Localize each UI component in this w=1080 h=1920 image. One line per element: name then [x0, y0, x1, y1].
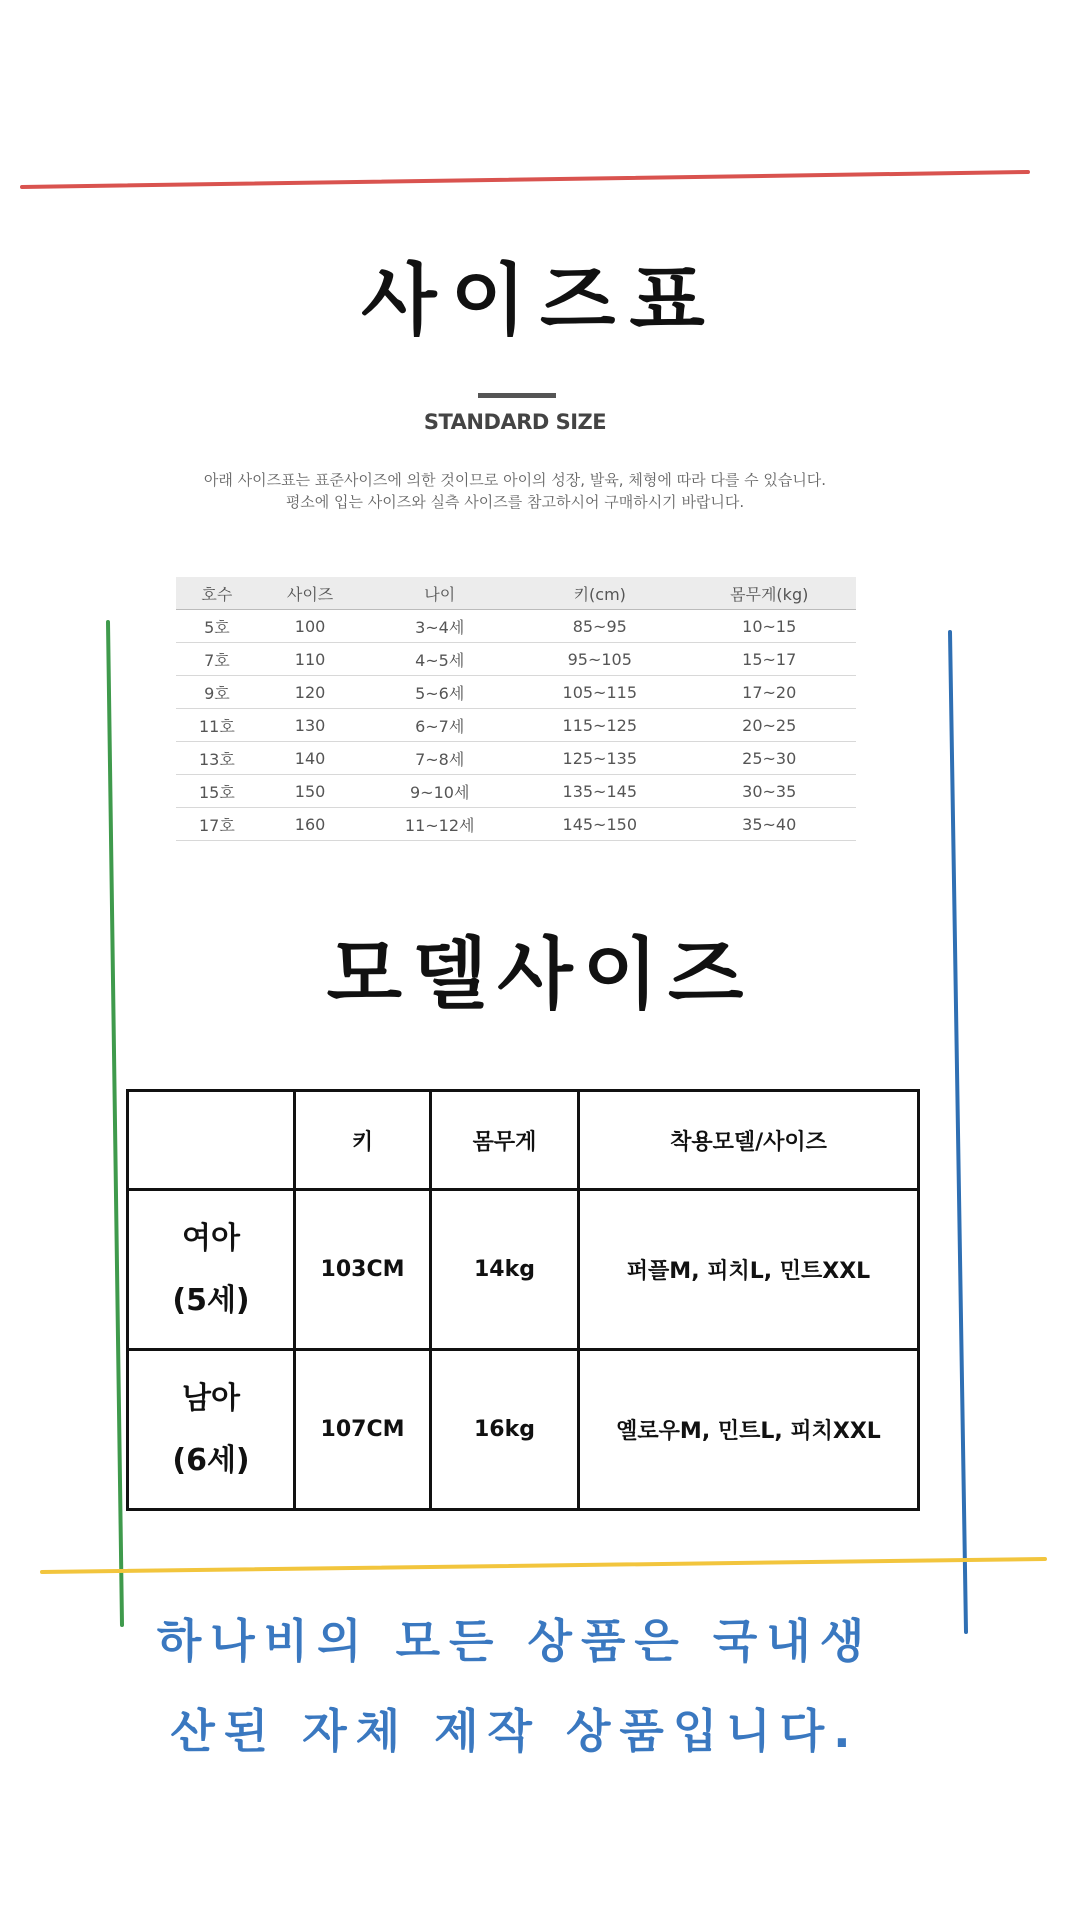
model-height: 107CM: [295, 1350, 431, 1510]
table-cell: 7~8세: [362, 742, 517, 775]
standard-size-header-row: [176, 577, 856, 610]
table-cell: 130: [258, 709, 363, 742]
model-label-cell: [128, 1190, 295, 1350]
table-cell: 11~12세: [362, 808, 517, 841]
table-cell: 6~7세: [362, 709, 517, 742]
table-cell: 150: [258, 775, 363, 808]
table-row: [128, 1350, 919, 1510]
table-cell: 115~125: [517, 709, 682, 742]
table-cell: 140: [258, 742, 363, 775]
table-row: [176, 610, 856, 643]
header-cell: 키(cm): [517, 577, 682, 610]
size-description-line2: 평소에 입는 사이즈와 실측 사이즈를 참고하시어 구매하시기 바랍니다.: [285, 493, 745, 511]
red-line: [22, 172, 1028, 187]
table-cell: 25~30: [682, 742, 856, 775]
table-cell: 9호: [176, 676, 258, 709]
table-cell: 145~150: [517, 808, 682, 841]
table-cell: 30~35: [682, 775, 856, 808]
blue-line: [950, 632, 966, 1632]
footer-line1: 하나비의 모든 상품은 국내생: [156, 1614, 874, 1668]
table-cell: 5~6세: [362, 676, 517, 709]
table-cell: 100: [258, 610, 363, 643]
table-cell: 110: [258, 643, 363, 676]
standard-size-label: STANDARD SIZE: [423, 410, 607, 434]
table-cell: 15호: [176, 775, 258, 808]
footer-line2: 산된 자체 제작 상품입니다.: [170, 1704, 860, 1758]
header-cell-model-size: 착용모델/사이즈: [579, 1091, 919, 1190]
header-cell-weight: 몸무게: [431, 1091, 579, 1190]
table-cell: 17호: [176, 808, 258, 841]
model-size-table: [126, 1089, 920, 1511]
model-weight: 16kg: [431, 1350, 579, 1510]
standard-size-table: [176, 577, 856, 841]
table-cell: 17~20: [682, 676, 856, 709]
table-cell: 20~25: [682, 709, 856, 742]
table-cell: 95~105: [517, 643, 682, 676]
table-row: [176, 808, 856, 841]
table-cell: 35~40: [682, 808, 856, 841]
table-row: [128, 1190, 919, 1350]
table-cell: 3~4세: [362, 610, 517, 643]
table-cell: 4~5세: [362, 643, 517, 676]
table-cell: 13호: [176, 742, 258, 775]
size-description-line1: 아래 사이즈표는 표준사이즈에 의한 것이므로 아이의 성장, 발육, 체형에 따라 다를 수 있습니다.: [203, 471, 827, 489]
table-row: [176, 709, 856, 742]
header-cell: 몸무게(kg): [682, 577, 856, 610]
table-row: [176, 643, 856, 676]
table-cell: 15~17: [682, 643, 856, 676]
model-age: (5세): [172, 1282, 250, 1318]
header-cell: 사이즈: [258, 577, 363, 610]
table-cell: 125~135: [517, 742, 682, 775]
model-size-title: 모델사이즈: [326, 930, 754, 1020]
model-weight: 14kg: [431, 1190, 579, 1350]
table-row: [176, 676, 856, 709]
model-header-row: [128, 1091, 919, 1190]
table-cell: 5호: [176, 610, 258, 643]
table-cell: 10~15: [682, 610, 856, 643]
model-sizes: 퍼플M, 피치L, 민트XXL: [579, 1190, 919, 1350]
model-name: 남아: [182, 1380, 240, 1416]
header-cell-empty: [128, 1091, 295, 1190]
table-cell: 7호: [176, 643, 258, 676]
green-line: [108, 622, 122, 1625]
model-name: 여아: [182, 1220, 240, 1256]
yellow-line: [42, 1559, 1045, 1572]
table-cell: 85~95: [517, 610, 682, 643]
table-row: [176, 742, 856, 775]
header-cell-height: 키: [295, 1091, 431, 1190]
page-title: 사이즈표: [361, 256, 719, 346]
table-row: [176, 775, 856, 808]
header-cell: 호수: [176, 577, 258, 610]
model-label-cell: [128, 1350, 295, 1510]
table-cell: 11호: [176, 709, 258, 742]
table-cell: 135~145: [517, 775, 682, 808]
model-age: (6세): [172, 1442, 250, 1478]
standard-size-divider: [478, 393, 556, 398]
table-cell: 160: [258, 808, 363, 841]
model-sizes: 옐로우M, 민트L, 피치XXL: [579, 1350, 919, 1510]
table-cell: 105~115: [517, 676, 682, 709]
table-cell: 120: [258, 676, 363, 709]
table-cell: 9~10세: [362, 775, 517, 808]
header-cell: 나이: [362, 577, 517, 610]
model-height: 103CM: [295, 1190, 431, 1350]
